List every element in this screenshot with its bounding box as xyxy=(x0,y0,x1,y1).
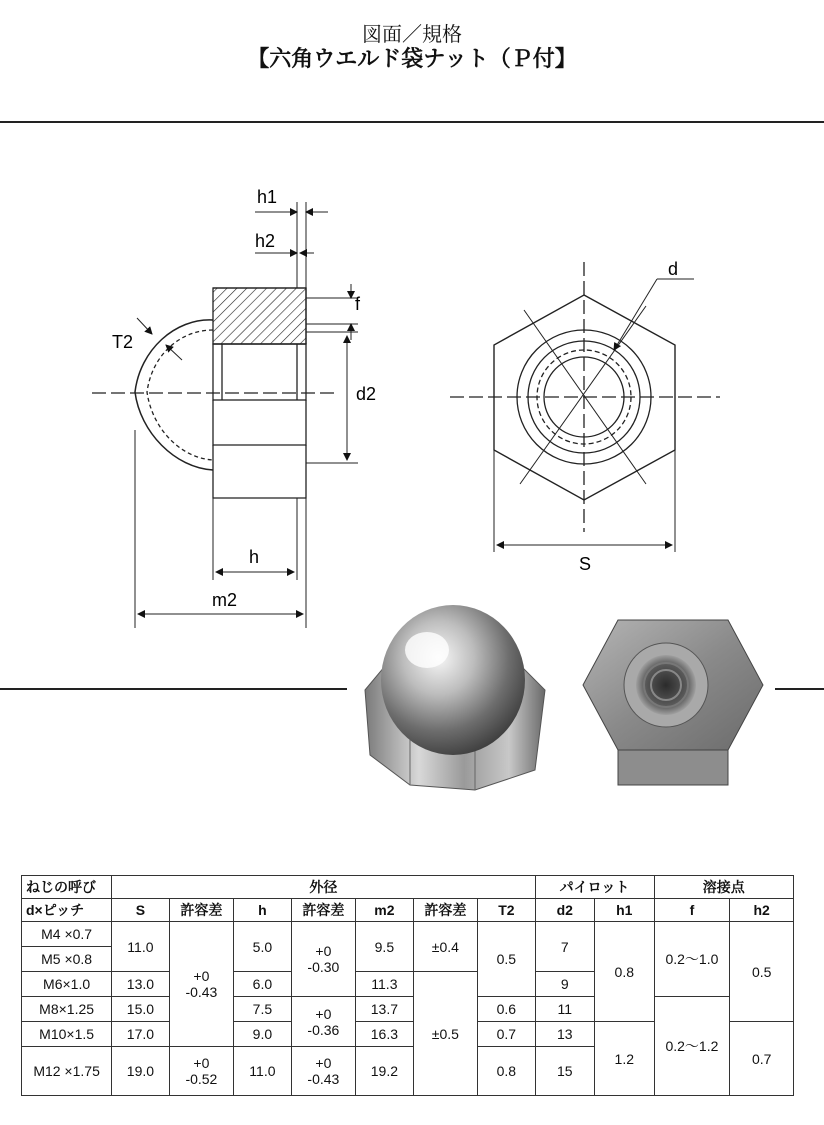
cell-s: 17.0 xyxy=(112,1022,169,1047)
technical-drawing xyxy=(0,130,824,650)
header-tol-s: 許容差 xyxy=(169,899,234,922)
label-d: d xyxy=(668,259,679,279)
cell-thread: M5 ×0.8 xyxy=(22,947,112,972)
cell-d2: 9 xyxy=(535,972,594,997)
label-d2: d2 xyxy=(356,384,377,404)
header-pilot: パイロット xyxy=(535,876,654,899)
cell-h: 7.5 xyxy=(234,997,291,1022)
header-tol-m2: 許容差 xyxy=(413,899,478,922)
header-outer-diameter: 外径 xyxy=(112,876,535,899)
label-h2: h2 xyxy=(255,231,276,251)
header-d2: d2 xyxy=(535,899,594,922)
cell-d2: 7 xyxy=(535,922,594,972)
cell-tol-h: +0 -0.36 xyxy=(291,997,356,1047)
label-s: S xyxy=(579,554,592,574)
cell-h2: 0.7 xyxy=(730,1022,794,1096)
cell-s: 15.0 xyxy=(112,997,169,1022)
cell-s: 19.0 xyxy=(112,1047,169,1096)
photo-nut-underside xyxy=(578,610,768,795)
cell-t2: 0.6 xyxy=(478,997,535,1022)
cell-thread: M6×1.0 xyxy=(22,972,112,997)
header-h1: h1 xyxy=(595,899,654,922)
cell-d2: 13 xyxy=(535,1022,594,1047)
cell-h: 5.0 xyxy=(234,922,291,972)
cell-s: 13.0 xyxy=(112,972,169,997)
label-m2: m2 xyxy=(212,590,238,610)
cell-h1: 0.8 xyxy=(595,922,654,1022)
header-s: S xyxy=(112,899,169,922)
cell-tol-m2: ±0.5 xyxy=(413,972,478,1096)
header-h2: h2 xyxy=(730,899,794,922)
cell-t2: 0.8 xyxy=(478,1047,535,1096)
cell-thread: M4 ×0.7 xyxy=(22,922,112,947)
label-f: f xyxy=(355,294,361,314)
cell-d2: 15 xyxy=(535,1047,594,1096)
header-tol-h: 許容差 xyxy=(291,899,356,922)
cell-f: 0.2〜1.0 xyxy=(654,922,730,997)
cell-t2: 0.5 xyxy=(478,922,535,997)
header-h: h xyxy=(234,899,291,922)
label-h1: h1 xyxy=(257,187,278,207)
cell-tol-h: +0 -0.30 xyxy=(291,922,356,997)
spec-table xyxy=(21,875,794,1096)
cell-thread: M8×1.25 xyxy=(22,997,112,1022)
cell-m2: 19.2 xyxy=(356,1047,413,1096)
cell-tol-m2: ±0.4 xyxy=(413,922,478,972)
cell-thread: M12 ×1.75 xyxy=(22,1047,112,1096)
header-t2: T2 xyxy=(478,899,535,922)
cell-thread: M10×1.5 xyxy=(22,1022,112,1047)
cell-h: 11.0 xyxy=(234,1047,291,1096)
header-weld-point: 溶接点 xyxy=(654,876,794,899)
label-h: h xyxy=(249,547,260,567)
cell-f: 0.2〜1.2 xyxy=(654,997,730,1096)
cell-t2: 0.7 xyxy=(478,1022,535,1047)
cell-d2: 11 xyxy=(535,997,594,1022)
photo-cap-nut-dome xyxy=(355,595,555,795)
header-thread-pitch: d×ピッチ xyxy=(22,899,112,922)
header-thread-name: ねじの呼び xyxy=(22,876,112,899)
header-m2: m2 xyxy=(356,899,413,922)
cell-s: 11.0 xyxy=(112,922,169,972)
cell-m2: 16.3 xyxy=(356,1022,413,1047)
cell-tol-s: +0 -0.52 xyxy=(169,1047,234,1096)
cell-tol-s: +0 -0.43 xyxy=(169,922,234,1047)
cell-m2: 13.7 xyxy=(356,997,413,1022)
header-f: f xyxy=(654,899,730,922)
cell-h: 9.0 xyxy=(234,1022,291,1047)
label-t2: T2 xyxy=(112,332,134,352)
subtitle: 図面／規格 xyxy=(362,22,462,46)
side-view xyxy=(92,202,358,628)
cell-tol-h: +0 -0.43 xyxy=(291,1047,356,1096)
top-divider xyxy=(0,121,824,123)
middle-divider-left xyxy=(0,688,347,690)
cell-m2: 9.5 xyxy=(356,922,413,972)
cell-h2: 0.5 xyxy=(730,922,794,1022)
page-title: 【六角ウエルド袋ナット（Ｐ付】 xyxy=(247,47,577,72)
front-view xyxy=(450,262,720,552)
cell-h: 6.0 xyxy=(234,972,291,997)
cell-h1: 1.2 xyxy=(595,1022,654,1096)
middle-divider-right xyxy=(775,688,824,690)
dimension-labels xyxy=(112,187,678,610)
cell-m2: 11.3 xyxy=(356,972,413,997)
